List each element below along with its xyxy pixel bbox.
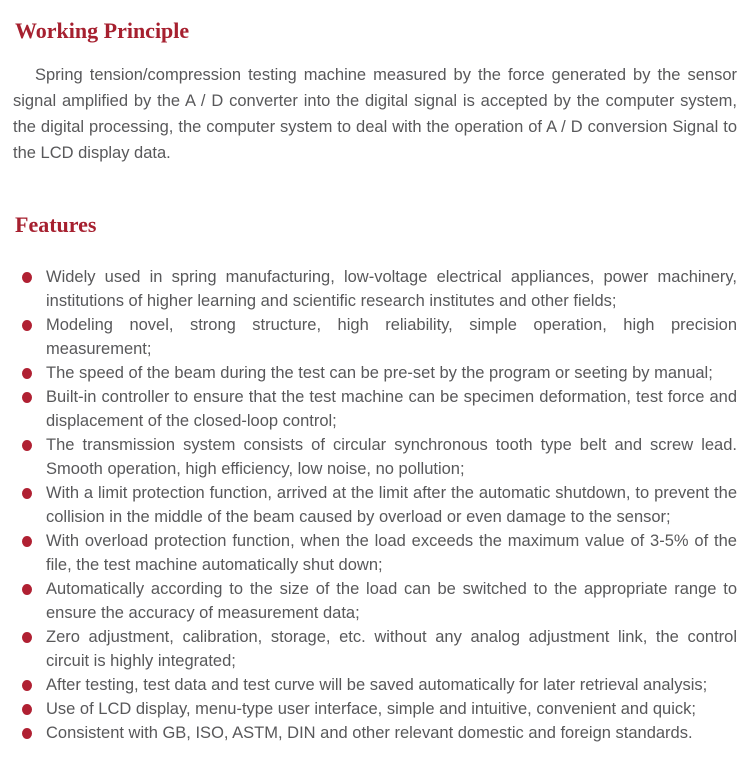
bullet-icon — [22, 440, 32, 451]
bullet-icon — [22, 728, 32, 739]
bullet-icon — [22, 320, 32, 331]
feature-text: Automatically according to the size of the load can be switched to the appropriate range to ensure the accuracy of measurement data; — [46, 580, 737, 622]
list-item — [13, 313, 737, 361]
features-heading: Features — [15, 212, 97, 237]
bullet-icon — [22, 536, 32, 547]
feature-text: Modeling novel, strong structure, high reliability, simple operation, high precision measurement; — [46, 316, 737, 358]
feature-text: The speed of the beam during the test can be pre-set by the program or seeting by manual; — [46, 364, 713, 382]
list-item — [13, 433, 737, 481]
feature-text: Widely used in spring manufacturing, low-voltage electrical appliances, power machinery, institutions of higher learning and scientific research institutes and other fields; — [46, 268, 737, 310]
feature-text: Use of LCD display, menu-type user interface, simple and intuitive, convenient and quick; — [46, 700, 696, 718]
bullet-icon — [22, 584, 32, 595]
bullet-icon — [22, 272, 32, 283]
bullet-icon — [22, 632, 32, 643]
list-item — [13, 361, 737, 385]
bullet-icon — [22, 680, 32, 691]
feature-text: Zero adjustment, calibration, storage, etc. without any analog adjustment link, the control circuit is highly integrated; — [46, 628, 737, 670]
feature-text: Consistent with GB, ISO, ASTM, DIN and other relevant domestic and foreign standards. — [46, 724, 693, 742]
list-item — [13, 481, 737, 529]
list-item — [13, 529, 737, 577]
bullet-icon — [22, 704, 32, 715]
feature-text: Built-in controller to ensure that the test machine can be specimen deformation, test force and displacement of the closed-loop control; — [46, 388, 737, 430]
features-list — [13, 265, 737, 745]
list-item — [13, 697, 737, 721]
feature-text: After testing, test data and test curve will be saved automatically for later retrieval analysis; — [46, 676, 708, 694]
list-item — [13, 625, 737, 673]
list-item — [13, 385, 737, 433]
list-item — [13, 577, 737, 625]
working-principle-paragraph: Spring tension/compression testing machine measured by the force generated by the sensor signal amplified by the A / D converter into the digital signal is accepted by the computer system, the digital processing, the computer system to deal with the operation of A / D conversion Signal to the LCD display data. — [13, 66, 737, 162]
working-principle-heading: Working Principle — [15, 18, 190, 43]
bullet-icon — [22, 392, 32, 403]
list-item — [13, 721, 737, 745]
bullet-icon — [22, 488, 32, 499]
bullet-icon — [22, 368, 32, 379]
feature-text: With a limit protection function, arrived at the limit after the automatic shutdown, to prevent the collision in the middle of the beam caused by overload or even damage to the sensor; — [46, 484, 737, 526]
list-item — [13, 673, 737, 697]
feature-text: With overload protection function, when the load exceeds the maximum value of 3-5% of the file, the test machine automatically shut down; — [46, 532, 737, 574]
feature-text: The transmission system consists of circular synchronous tooth type belt and screw lead. Smooth operation, high efficiency, low noise, no pollution; — [46, 436, 737, 478]
list-item — [13, 265, 737, 313]
